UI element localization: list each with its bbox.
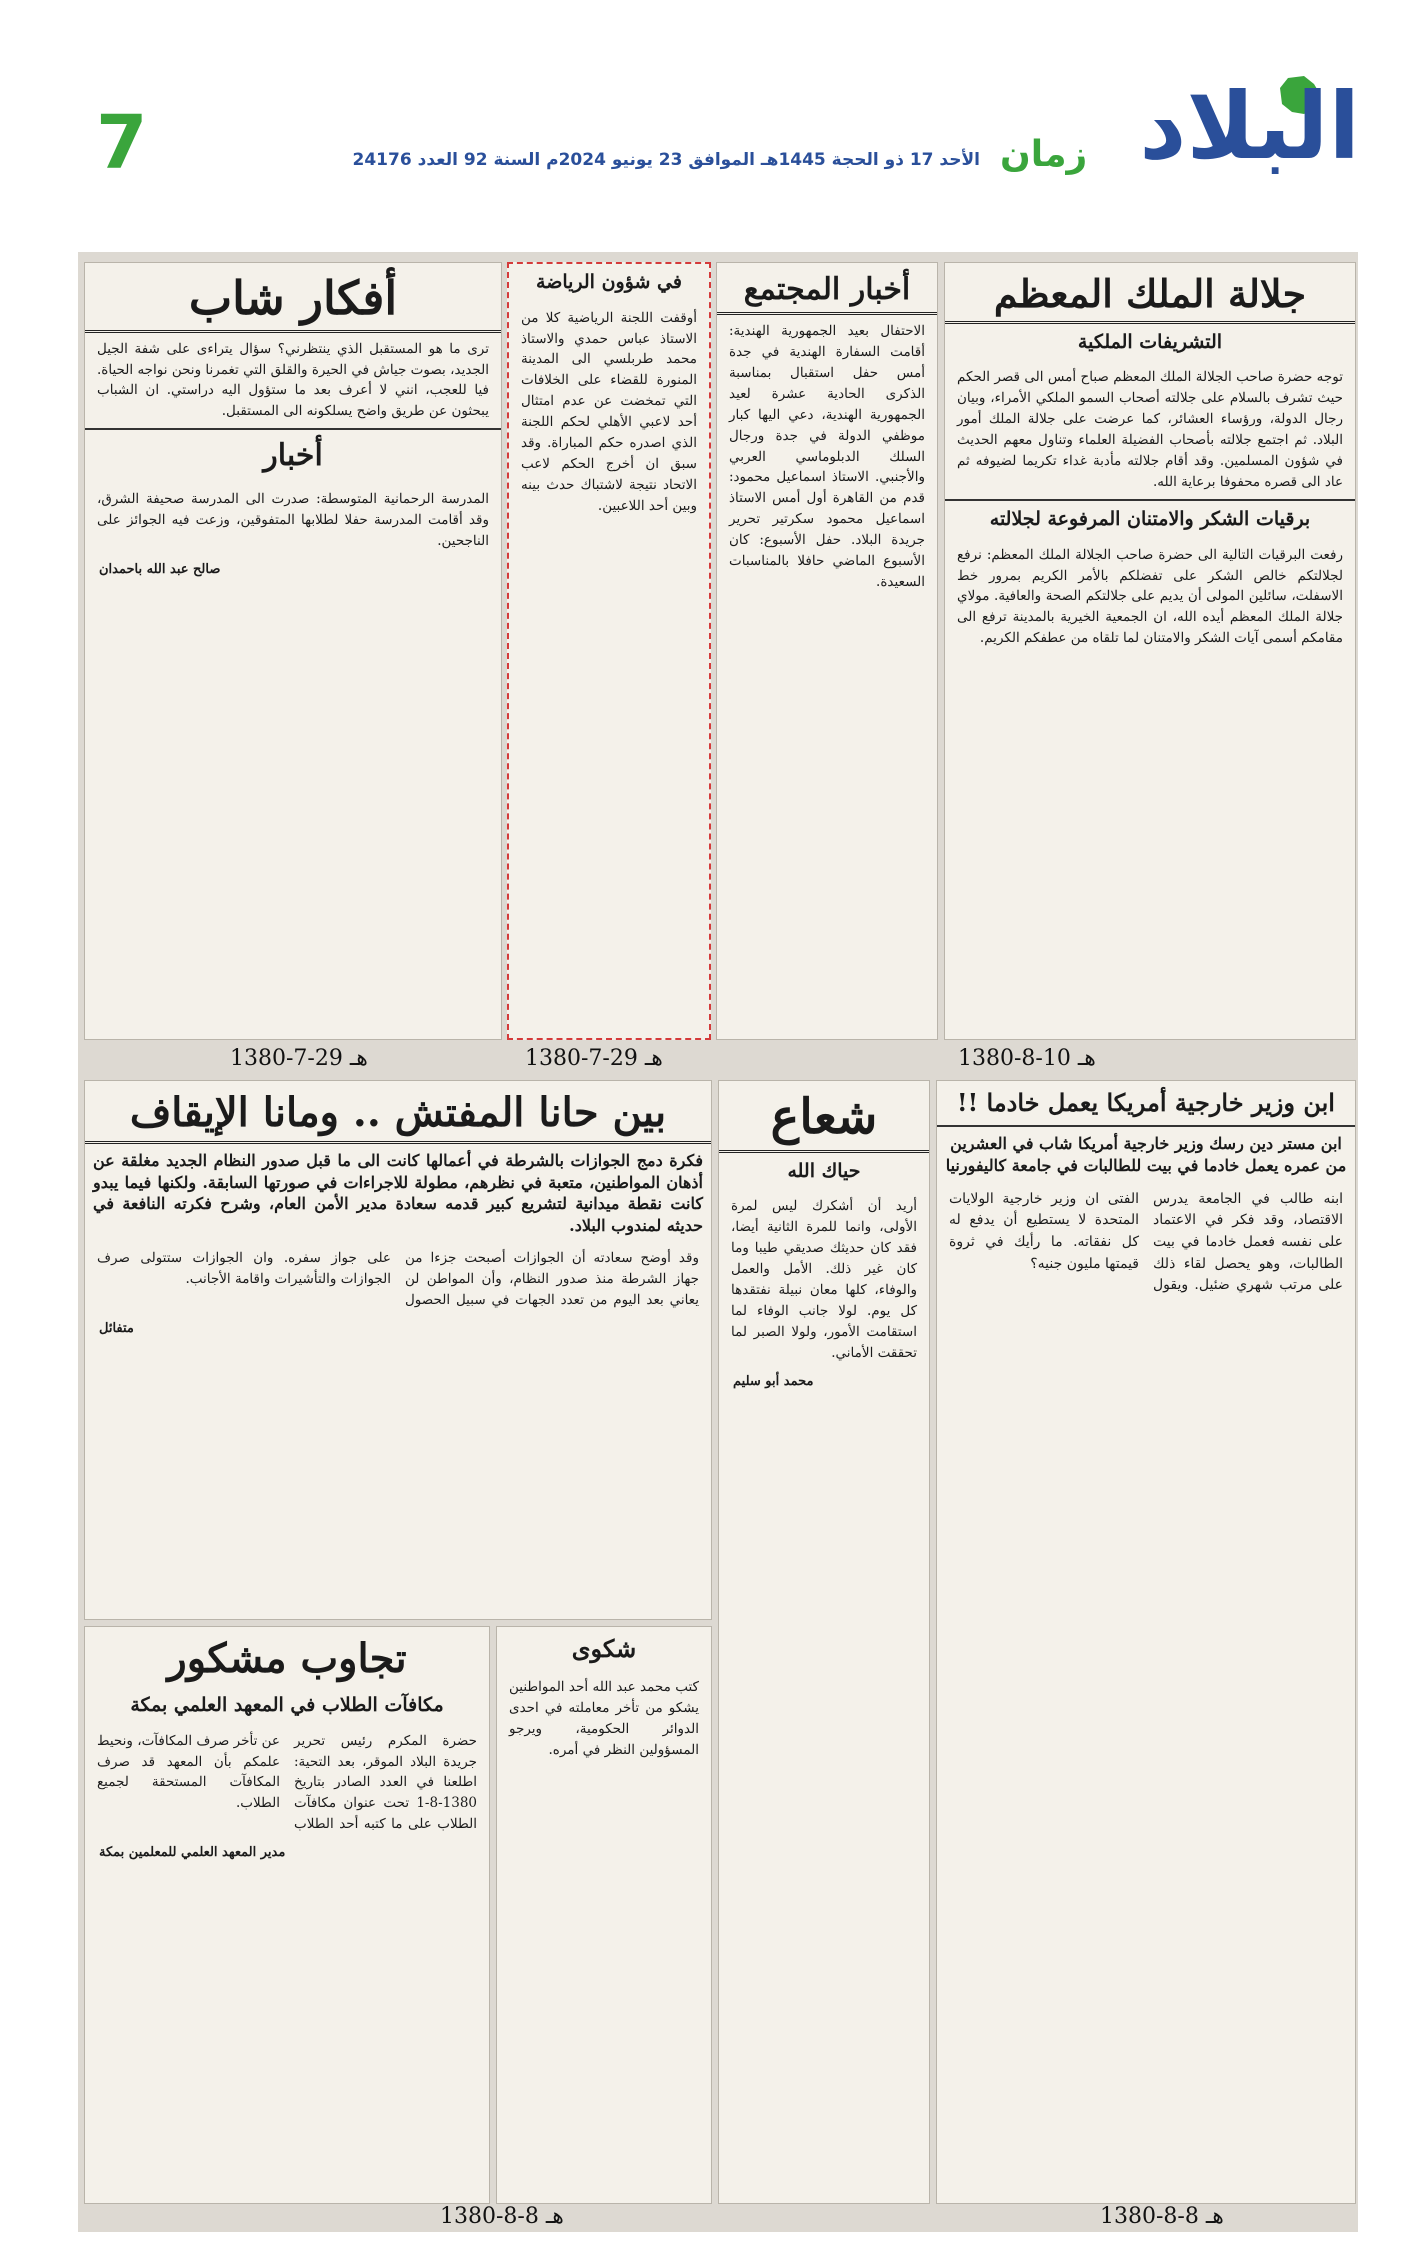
brand-name: البلاد [1139, 73, 1360, 180]
article-youth [84, 262, 502, 1040]
article-subhead: أخبار [85, 428, 501, 483]
article-headline: ابن وزير خارجية أمريكا يعمل خادما !! [937, 1081, 1355, 1127]
article-passports [84, 1080, 712, 1620]
article-sports [507, 262, 711, 1040]
article-signature: صالح عبد الله باحمدان [99, 561, 221, 577]
article-headline: شكوى [571, 1634, 637, 1663]
article-headline: تجاوب مشكور [167, 1635, 407, 1682]
article-body: المدرسة الرحمانية المتوسطة: صدرت الى المدرسة صحيفة الشرق، وقد أقامت المدرسة حفلا لطلابها المتفوقين، وزعت فيه الجوائز على الناجحين. [97, 490, 489, 549]
article-headline: أخبار المجتمع [717, 263, 937, 315]
article-headline: بين حانا المفتش .. ومانا الإيقاف [85, 1081, 711, 1144]
article-king [944, 262, 1356, 1040]
article-society [716, 262, 938, 1040]
article-shuaa [718, 1080, 930, 2204]
date-stamp: 1380-8-10 هـ [958, 1046, 1096, 1071]
article-subhead: مكافآت الطلاب في المعهد العلمي بمكة [130, 1694, 444, 1716]
article-minister [936, 1080, 1356, 2204]
dateline: الأحد 17 ذو الحجة 1445هـ الموافق 23 يونيو 2024م السنة 92 العدد 24176 [352, 150, 980, 170]
article-byline: حياك الله [787, 1159, 861, 1182]
article-body: حضرة المكرم رئيس تحرير جريدة البلاد الموقر، بعد التحية: اطلعنا في العدد الصادر بتاريخ 1380-8-1 تحت عنوان مكافآت الطلاب على ما كتبه أحد الطلاب عن تأخر صرف المكافآت، ونحيط علمكم بأن المعهد قد صرف المكافآت المستحقة لجميع الطلاب. [97, 1732, 477, 1833]
article-headline: شعاع [719, 1081, 929, 1153]
article-body: أوقفت اللجنة الرياضية كلا من الاستاذ عباس حمدي والاستاذ محمد طربلسي الى المدينة المنورة للقضاء على الخلافات التي تمخضت عن عدم امتثال أحد لاعبي الأهلي لحكم اللجنة الذي اصدره حكم المباراة. وقد سبق ان أخرج الحكم لاعب الاتحاد نتيجة لاشتباك حدث بينه وبين أحد اللاعبين. [521, 309, 697, 514]
article-body: الاحتفال بعيد الجمهورية الهندية: أقامت السفارة الهندية في جدة أمس حفل استقبال بمناسبة الذكرى الحادية عشرة لعيد الجمهورية الهندية، دعي اليها كبار موظفي الدولة في جدة ورجال السلك الدبلوماسي العربي والأجنبي. الاستاذ اسماعيل محمود: قدم من القاهرة أول أمس الاستاذ اسماعيل محمود سكرتير تحرير جريدة البلاد. حفل الأسبوع: كان الأسبوع الماضي حافلا بالمناسبات السعيدة. [729, 323, 925, 591]
article-body: ابنه طالب في الجامعة يدرس الاقتصاد، وقد فكر في الاعتماد على نفسه فعمل خادما في بيت الطالبات، وهو يحصل لقاء ذلك على مرتب شهري ضئيل. ويقول الفتى ان وزير خارجية الولايات المتحدة لا يستطيع أن يدفع له كل نفقاته. ما رأيك في ثروة قيمتها مليون جنيه؟ [949, 1190, 1343, 1294]
date-stamp: 1380-8-8 هـ [1100, 2204, 1224, 2229]
article-body: ترى ما هو المستقبل الذي ينتظرني؟ سؤال يتراءى على شفة الجيل الجديد، بصوت جياش في الحيرة والقلق التي تغمرنا ونحن نواجه الحياة. فيا للعجب، انني لا أعرف بعد ما ستؤول اليه دراستي. ان الشباب يبحثون عن طريق واضح يسلكونه الى المستقبل. [97, 340, 489, 420]
page-number: 7 [96, 100, 148, 186]
article-body: أريد أن أشكرك ليس لمرة الأولى، وانما للمرة الثانية أيضا، فقد كان حديثك صديقي طيبا وما كان غير ذلك. الأمل والعمل والوفاء، كلها معان نبيلة نفتقدها كل يوم. لولا جانب الوفاء لما استقامت الأمور، ولولا الصبر لما تحققت الأماني. [731, 1198, 917, 1361]
article-subhead: ابن مستر دين رسك وزير خارجية أمريكا شاب في العشرين من عمره يعمل خادما في بيت للطالبات في جامعة كاليفورنيا [945, 1134, 1347, 1175]
date-stamp: 1380-7-29 هـ [230, 1046, 368, 1071]
article-signature: مدير المعهد العلمي للمعلمين بمكة [99, 1845, 286, 1861]
article-subhead: برقيات الشكر والامتنان المرفوعة لجلالته [945, 499, 1355, 539]
section-name: زمان [1000, 134, 1088, 175]
article-body: كتب محمد عبد الله أحد المواطنين يشكو من تأخر معاملته في احدى الدوائر الحكومية، ويرجو المسؤولين النظر في أمره. [509, 1679, 699, 1759]
article-scholarship [84, 1626, 490, 2204]
date-stamp: 1380-7-29 هـ [525, 1046, 663, 1071]
article-subhead: التشريفات الملكية [1077, 330, 1223, 353]
date-stamp: 1380-8-8 هـ [440, 2204, 564, 2229]
article-subhead: فكرة دمج الجوازات بالشرطة في أعمالها كانت الى ما قبل صدور النظام الجديد مغلقة عن أذهان المواطنين، متعبة في نظرهم، مطولة للاجراءات في صورتها السابقة. ولكنها فيما يبدو كانت نقطة ميدانية لتشريع كبير قدمه سعادة مدير الأمن العام، وشرح فكرته النافعة في حديثه لمندوب البلاد. [93, 1151, 704, 1235]
article-complaint [496, 1626, 712, 2204]
article-body: توجه حضرة صاحب الجلالة الملك المعظم صباح أمس الى قصر الحكم حيث تشرف بالسلام على جلالته أصحاب السمو الملكي الأمراء، وبيان رجال الدولة، ورؤساء العشائر، كما عرضت على جلالة الملك أمور البلاد. ثم اجتمع جلالته بأصحاب الفضيلة العلماء وتناول معهم الحديث في شؤون المسلمين. وقد أقام جلالته مأدبة غداء تكريما لضيوفه ثم عاد الى قصره محفوفا برعاية الله. [957, 369, 1343, 491]
article-signature: متفائل [99, 1321, 134, 1337]
brand-logo [1110, 72, 1360, 202]
article-signature: محمد أبو سليم [733, 1373, 814, 1389]
article-headline: جلالة الملك المعظم [945, 263, 1355, 324]
article-headline: في شؤون الرياضة [536, 271, 682, 293]
article-body: رفعت البرقيات التالية الى حضرة صاحب الجلالة الملك المعظم: نرفع لجلالتكم خالص الشكر على تفضلكم بالأمر الكريم بمرور خط الاسفلت، سائلين المولى أن يديم على جلالتكم الصحة والعافية. مولاي جلالة الملك المعظم أيده الله، ان الجمعية الخيرية بالمدينة ترفع الى مقامكم أسمى آيات الشكر والامتنان لما تلقاه من عطفكم الكريم. [957, 546, 1343, 647]
article-headline: أفكار شاب [85, 263, 501, 333]
article-body: وقد أوضح سعادته أن الجوازات أصبحت جزءا من جهاز الشرطة منذ صدور النظام، وأن المواطن لن يعاني بعد اليوم من تعدد الجهات في سبيل الحصول على جواز سفره. وان الجوازات ستتولى صرف الجوازات والتأشيرات واقامة الأجانب. [97, 1250, 699, 1309]
